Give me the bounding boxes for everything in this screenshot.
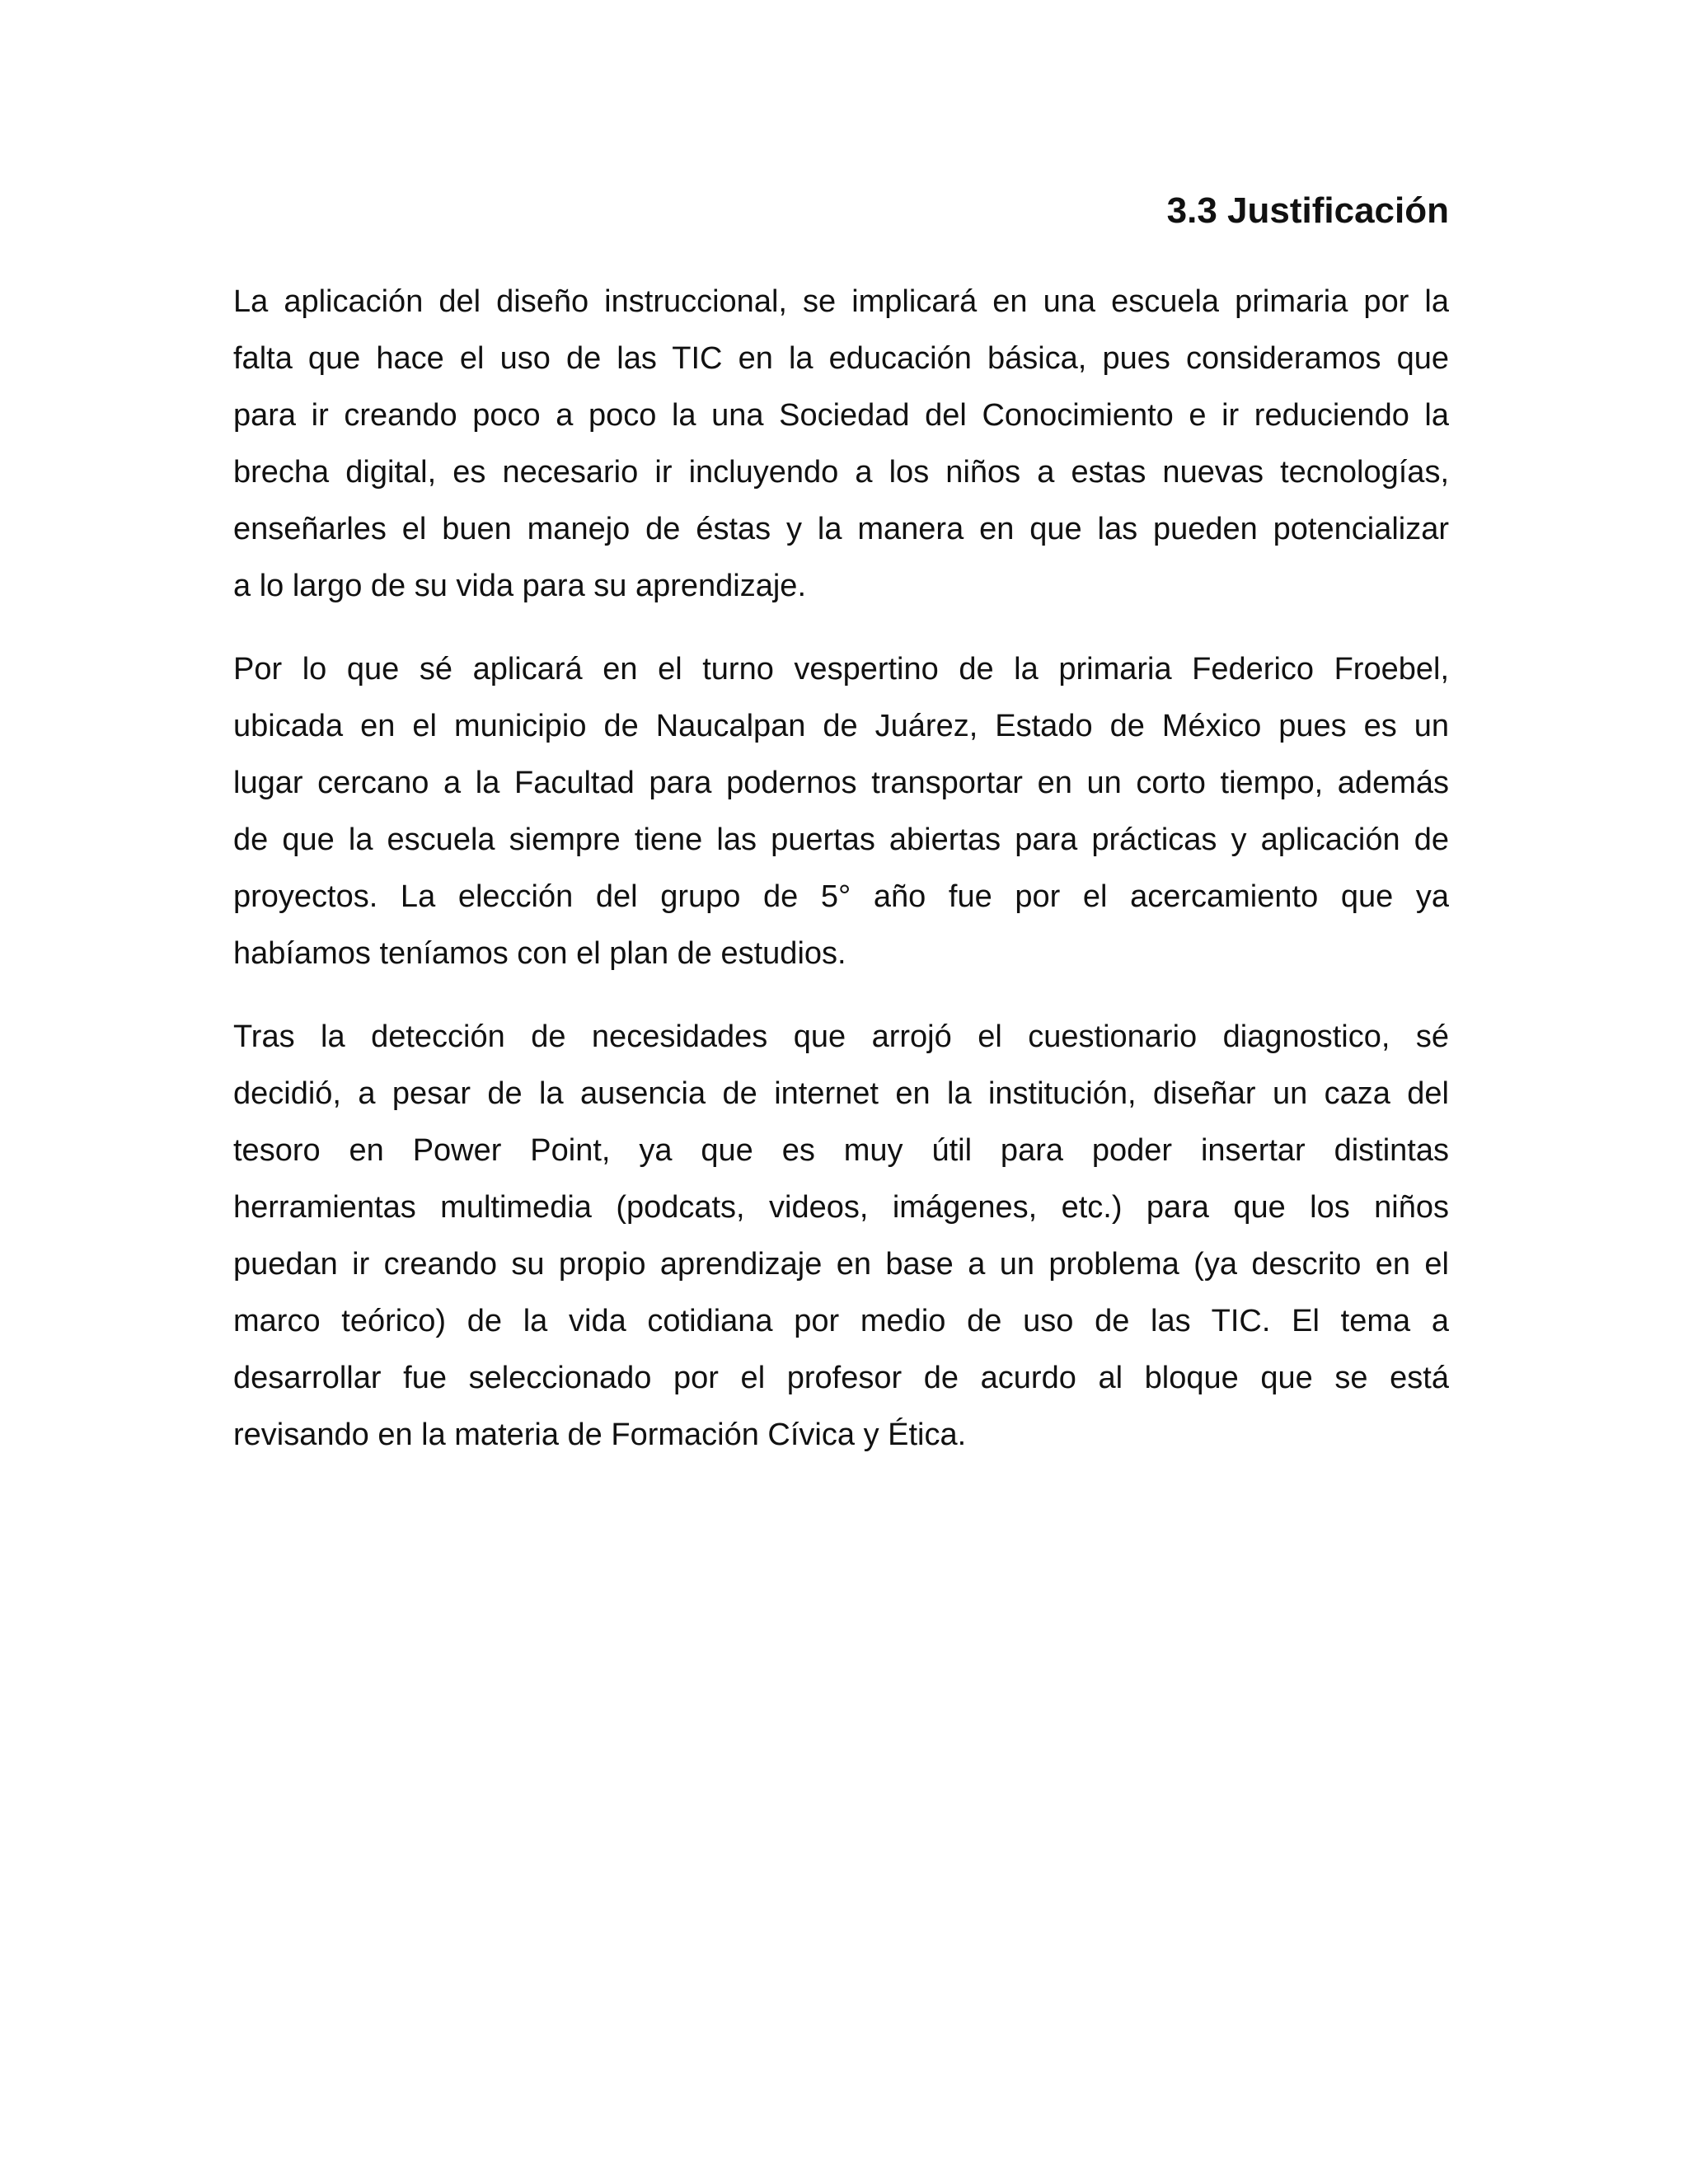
text-line: ubicada en el municipio de Naucalpan de Juárez, Estado de México pues es un <box>233 709 1449 743</box>
text-line: tesoro en Power Point, ya que es muy útil para poder insertar distintas <box>233 1133 1449 1168</box>
text-line: habíamos teníamos con el plan de estudios. <box>233 936 846 971</box>
text-line: herramientas multimedia (podcats, videos, imágenes, etc.) para que los niños <box>233 1190 1449 1225</box>
text-line: La aplicación del diseño instruccional, se implicará en una escuela primaria por la <box>233 284 1449 319</box>
text-line: revisando en la materia de Formación Cívica y Ética. <box>233 1418 967 1452</box>
page-content <box>233 188 1449 1490</box>
text-line: proyectos. La elección del grupo de 5° año fue por el acercamiento que ya <box>233 879 1449 914</box>
text-line: Por lo que sé aplicará en el turno vespertino de la primaria Federico Froebel, <box>233 652 1449 687</box>
text-line: enseñarles el buen manejo de éstas y la manera en que las pueden potencializar <box>233 512 1449 546</box>
paragraph-2 <box>233 641 1449 982</box>
text-line: de que la escuela siempre tiene las puertas abiertas para prácticas y aplicación de <box>233 823 1449 857</box>
text-line: para ir creando poco a poco la una Sociedad del Conocimiento e ir reduciendo la <box>233 398 1449 433</box>
text-line: a lo largo de su vida para su aprendizaje. <box>233 569 807 603</box>
paragraph-1 <box>233 274 1449 615</box>
text-line: desarrollar fue seleccionado por el profesor de acurdo al bloque que se está <box>233 1361 1449 1395</box>
text-line: Tras la detección de necesidades que arrojó el cuestionario diagnostico, sé <box>233 1019 1449 1054</box>
paragraph-3 <box>233 1009 1449 1464</box>
text-line: puedan ir creando su propio aprendizaje en base a un problema (ya descrito en el <box>233 1247 1449 1282</box>
text-line: marco teórico) de la vida cotidiana por medio de uso de las TIC. El tema a <box>233 1304 1449 1338</box>
text-line: decidió, a pesar de la ausencia de internet en la institución, diseñar un caza del <box>233 1076 1449 1111</box>
text-line: brecha digital, es necesario ir incluyendo a los niños a estas nuevas tecnologías, <box>233 455 1449 490</box>
section-title: 3.3 Justificación <box>1166 190 1449 231</box>
text-line: lugar cercano a la Facultad para podernos transportar en un corto tiempo, además <box>233 766 1449 800</box>
text-line: falta que hace el uso de las TIC en la educación básica, pues consideramos que <box>233 341 1449 376</box>
